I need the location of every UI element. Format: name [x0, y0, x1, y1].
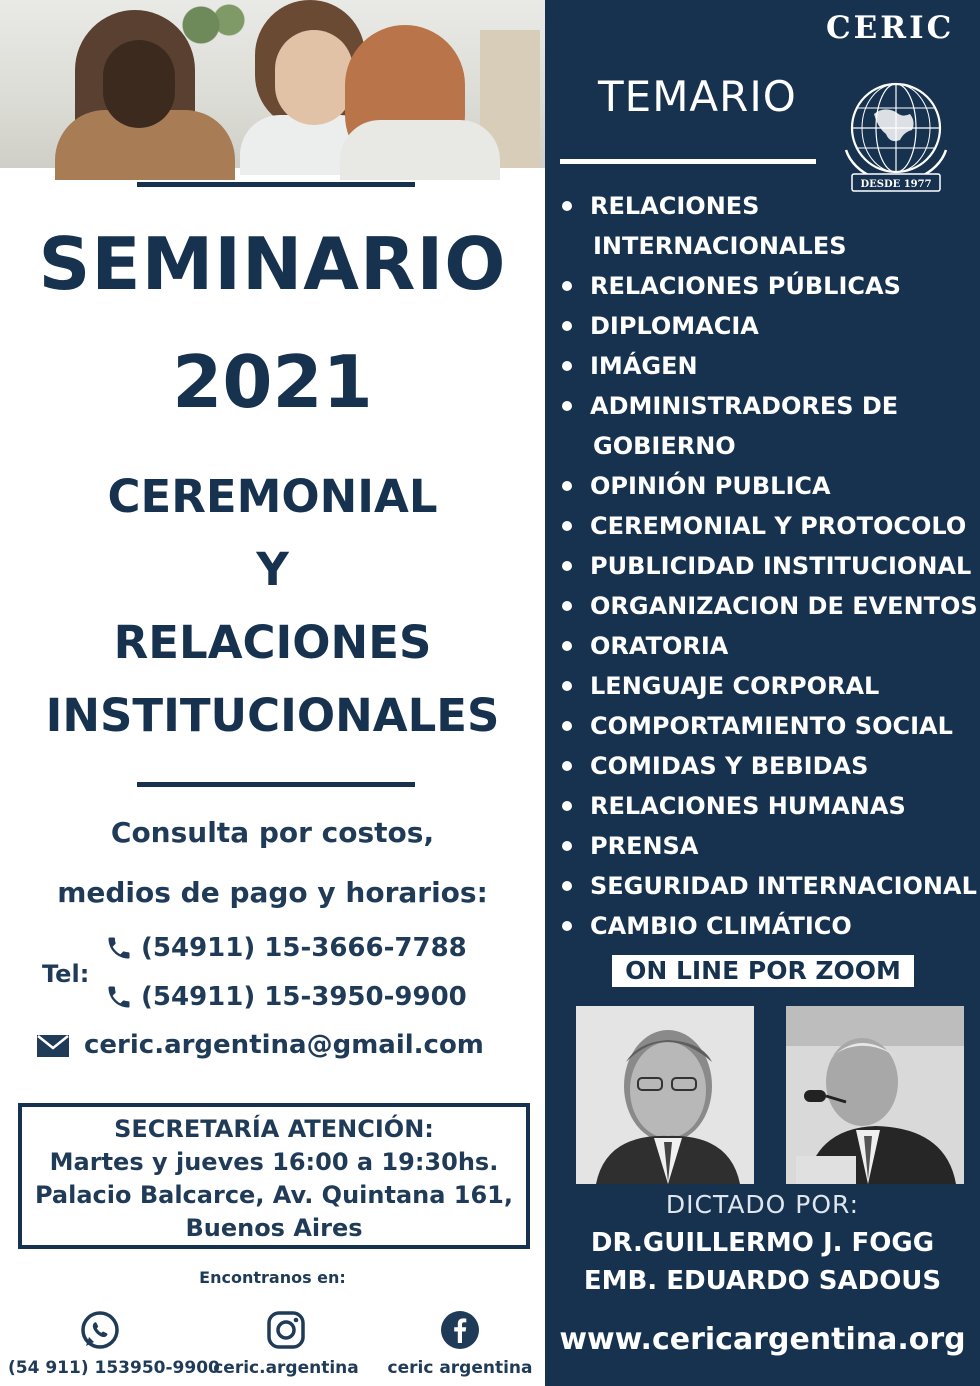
- temario-item-text: RELACIONES: [590, 192, 760, 220]
- temario-item: [560, 626, 978, 666]
- temario-item-text: ADMINISTRADORES DE: [590, 392, 899, 420]
- bullet-icon: [562, 361, 572, 371]
- temario-item-text: LENGUAJE CORPORAL: [590, 672, 880, 700]
- temario-list: [560, 186, 978, 946]
- title-seminario: SEMINARIO: [38, 222, 507, 306]
- ceric-logo: [826, 10, 966, 198]
- bullet-icon: [562, 601, 572, 611]
- facebook-link[interactable]: [382, 1310, 538, 1378]
- temario-item: [560, 826, 978, 866]
- consult-line-1: Consulta por costos,: [110, 816, 435, 849]
- bullet-icon: [562, 201, 572, 211]
- temario-item-text: RELACIONES HUMANAS: [590, 792, 906, 820]
- top-divider: [137, 182, 415, 187]
- header-photo: [0, 0, 545, 168]
- temario-item: [560, 746, 978, 786]
- bullet-icon: [562, 321, 572, 331]
- temario-item: [560, 866, 978, 906]
- instagram-link[interactable]: [206, 1310, 366, 1378]
- secretaria-address: Palacio Balcarce, Av. Quintana 161,: [34, 1181, 513, 1209]
- bullet-icon: [562, 281, 572, 291]
- subtitle-line-3: RELACIONES: [113, 616, 432, 669]
- bullet-icon: [562, 921, 572, 931]
- temario-item-text: SEGURIDAD INTERNACIONAL: [590, 872, 977, 900]
- speaker-1-photo: [576, 1006, 754, 1184]
- facebook-icon: [440, 1310, 480, 1350]
- temario-item: [560, 666, 978, 706]
- bullet-icon: [562, 641, 572, 651]
- bullet-icon: [562, 761, 572, 771]
- secretaria-box: [18, 1103, 530, 1249]
- temario-item: [560, 346, 978, 386]
- temario-item: [560, 386, 978, 466]
- whatsapp-label: (54 911) 153950-9900: [8, 1358, 220, 1378]
- subtitle-line-1: CEREMONIAL: [107, 470, 438, 523]
- temario-item: [560, 906, 978, 946]
- temario-item: [560, 186, 978, 266]
- mail-icon: [36, 1032, 70, 1058]
- temario-item-text: CAMBIO CLIMÁTICO: [590, 912, 852, 940]
- temario-item: [560, 586, 978, 626]
- email-row[interactable]: [36, 1030, 484, 1060]
- subtitle-line-4: INSTITUCIONALES: [45, 689, 500, 742]
- temario-item-text: GOBIERNO: [593, 432, 736, 460]
- dictado-label: DICTADO POR:: [665, 1190, 860, 1219]
- bullet-icon: [562, 721, 572, 731]
- bullet-icon: [562, 521, 572, 531]
- logo-name-text: CERIC: [826, 10, 955, 46]
- whatsapp-link[interactable]: [8, 1310, 220, 1378]
- whatsapp-icon: [80, 1310, 120, 1350]
- temario-item: [560, 546, 978, 586]
- temario-item-text: CEREMONIAL Y PROTOCOLO: [590, 512, 967, 540]
- temario-item-text: COMIDAS Y BEBIDAS: [590, 752, 869, 780]
- temario-item-text: ORGANIZACION DE EVENTOS: [590, 592, 978, 620]
- subtitle-line-2: Y: [256, 543, 289, 596]
- temario-item-text: OPINIÓN PUBLICA: [590, 472, 831, 500]
- temario-item: [560, 706, 978, 746]
- secretaria-heading: SECRETARÍA ATENCIÓN:: [114, 1115, 434, 1143]
- speaker-2-photo: [786, 1006, 964, 1184]
- title-year: 2021: [172, 340, 373, 424]
- phone-row-1[interactable]: [105, 933, 467, 963]
- bullet-icon: [562, 841, 572, 851]
- phone-2-text: (54911) 15-3950-9900: [141, 982, 467, 1012]
- logo-since: DESDE 1977: [860, 179, 932, 190]
- temario-item: [560, 506, 978, 546]
- temario-item: [560, 306, 978, 346]
- phone-1-text: (54911) 15-3666-7788: [141, 933, 467, 963]
- secretaria-hours: Martes y jueves 16:00 a 19:30hs.: [49, 1148, 499, 1176]
- bullet-icon: [562, 561, 572, 571]
- website-link[interactable]: www.cericargentina.org: [559, 1322, 966, 1357]
- temario-item-text: PRENSA: [590, 832, 699, 860]
- temario-underline: [560, 159, 816, 164]
- facebook-label: ceric argentina: [387, 1358, 533, 1378]
- instagram-label: ceric.argentina: [213, 1358, 359, 1378]
- temario-heading: TEMARIO: [598, 72, 797, 121]
- online-badge: ON LINE POR ZOOM: [612, 955, 914, 987]
- temario-item: [560, 786, 978, 826]
- temario-item-text: DIPLOMACIA: [590, 312, 759, 340]
- bullet-icon: [562, 401, 572, 411]
- bullet-icon: [562, 801, 572, 811]
- temario-item-text: ORATORIA: [590, 632, 729, 660]
- middle-divider: [137, 782, 415, 787]
- consult-line-2: medios de pago y horarios:: [57, 876, 488, 909]
- speaker-2-name: EMB. EDUARDO SADOUS: [583, 1266, 942, 1296]
- bullet-icon: [562, 681, 572, 691]
- secretaria-city: Buenos Aires: [185, 1214, 363, 1242]
- speaker-1-image: [576, 1006, 754, 1184]
- phone-row-2[interactable]: [105, 982, 467, 1012]
- temario-item: [560, 266, 978, 306]
- bullet-icon: [562, 481, 572, 491]
- instagram-icon: [266, 1310, 306, 1350]
- temario-item-text: PUBLICIDAD INSTITUCIONAL: [590, 552, 972, 580]
- temario-item-text: RELACIONES PÚBLICAS: [590, 272, 901, 300]
- tel-label: Tel:: [42, 960, 90, 988]
- temario-item-text: INTERNACIONALES: [593, 232, 847, 260]
- phone-icon: [105, 934, 133, 962]
- temario-item: [560, 466, 978, 506]
- temario-item-text: IMÁGEN: [590, 352, 698, 380]
- temario-item-text: COMPORTAMIENTO SOCIAL: [590, 712, 953, 740]
- email-text: ceric.argentina@gmail.com: [84, 1030, 484, 1060]
- bullet-icon: [562, 881, 572, 891]
- speaker-1-name: DR.GUILLERMO J. FOGG: [590, 1228, 935, 1258]
- speaker-2-image: [786, 1006, 964, 1184]
- phone-icon: [105, 983, 133, 1011]
- social-heading: Encontranos en:: [199, 1268, 346, 1287]
